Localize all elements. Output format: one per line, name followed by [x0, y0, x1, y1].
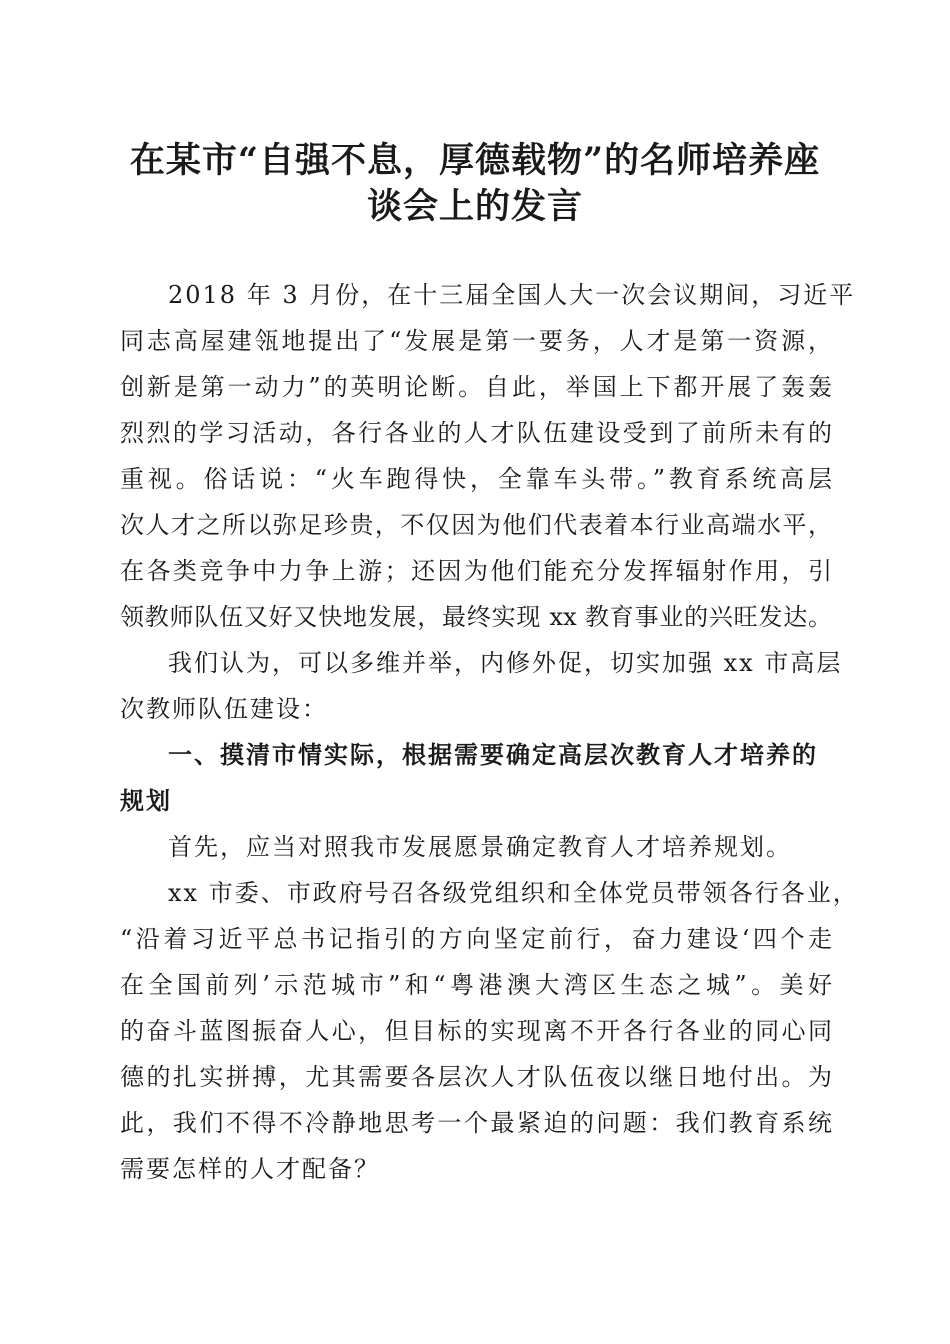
paragraph-1-line-1: 2018 年 3 月份，在十三届全国人大一次会议期间，习近平 [168, 281, 856, 309]
section-heading-line-1: 一、摸清市情实际，根据需要确定高层次教育人才培养的 [168, 741, 818, 769]
paragraph-2-line-1: 我们认为，可以多维并举，内修外促，切实加强 xx 市高层 [168, 649, 843, 677]
paragraph-1-line-4: 烈烈的学习活动，各行各业的人才队伍建设受到了前所未有的 [120, 419, 832, 447]
paragraph-4-line-6: 此，我们不得不冷静地思考一个最紧迫的问题：我们教育系统 [120, 1109, 832, 1137]
paragraph-1-line-5: 重视。俗话说：“火车跑得快，全靠车头带。”教育系统高层 [120, 465, 832, 493]
paragraph-1-line-6: 次人才之所以弥足珍贵，不仅因为他们代表着本行业高端水平， [120, 511, 832, 539]
document-title-line-2: 谈会上的发言 [366, 186, 583, 227]
paragraph-4-line-7: 需要怎样的人才配备？ [120, 1155, 380, 1183]
paragraph-4-line-5: 德的扎实拼搏，尤其需要各层次人才队伍夜以继日地付出。为 [120, 1063, 832, 1091]
paragraph-1-line-7: 在各类竞争中力争上游；还因为他们能充分发挥辐射作用，引 [120, 557, 832, 585]
paragraph-1-line-8: 领教师队伍又好又快地发展，最终实现 xx 教育事业的兴旺发达。 [120, 603, 832, 631]
paragraph-4-line-1: xx 市委、市政府号召各级党组织和全体党员带领各行各业， [168, 879, 859, 907]
paragraph-4-line-2: “沿着习近平总书记指引的方向坚定前行，奋力建设‘四个走 [120, 925, 832, 953]
paragraph-1-line-2: 同志高屋建瓴地提出了“发展是第一要务，人才是第一资源， [120, 327, 832, 355]
paragraph-3-line-1: 首先，应当对照我市发展愿景确定教育人才培养规划。 [168, 833, 792, 861]
paragraph-4-line-4: 的奋斗蓝图振奋人心，但目标的实现离不开各行各业的同心同 [120, 1017, 832, 1045]
paragraph-1-line-3: 创新是第一动力”的英明论断。自此，举国上下都开展了轰轰 [120, 373, 832, 401]
section-heading-line-2: 规划 [120, 787, 172, 815]
paragraph-4-line-3: 在全国前列’示范城市”和“粤港澳大湾区生态之城”。美好 [120, 971, 832, 999]
paragraph-2-line-2: 次教师队伍建设： [120, 695, 328, 723]
document-title-line-1: 在某市“自强不息，厚德载物”的名师培养座 [129, 140, 821, 181]
